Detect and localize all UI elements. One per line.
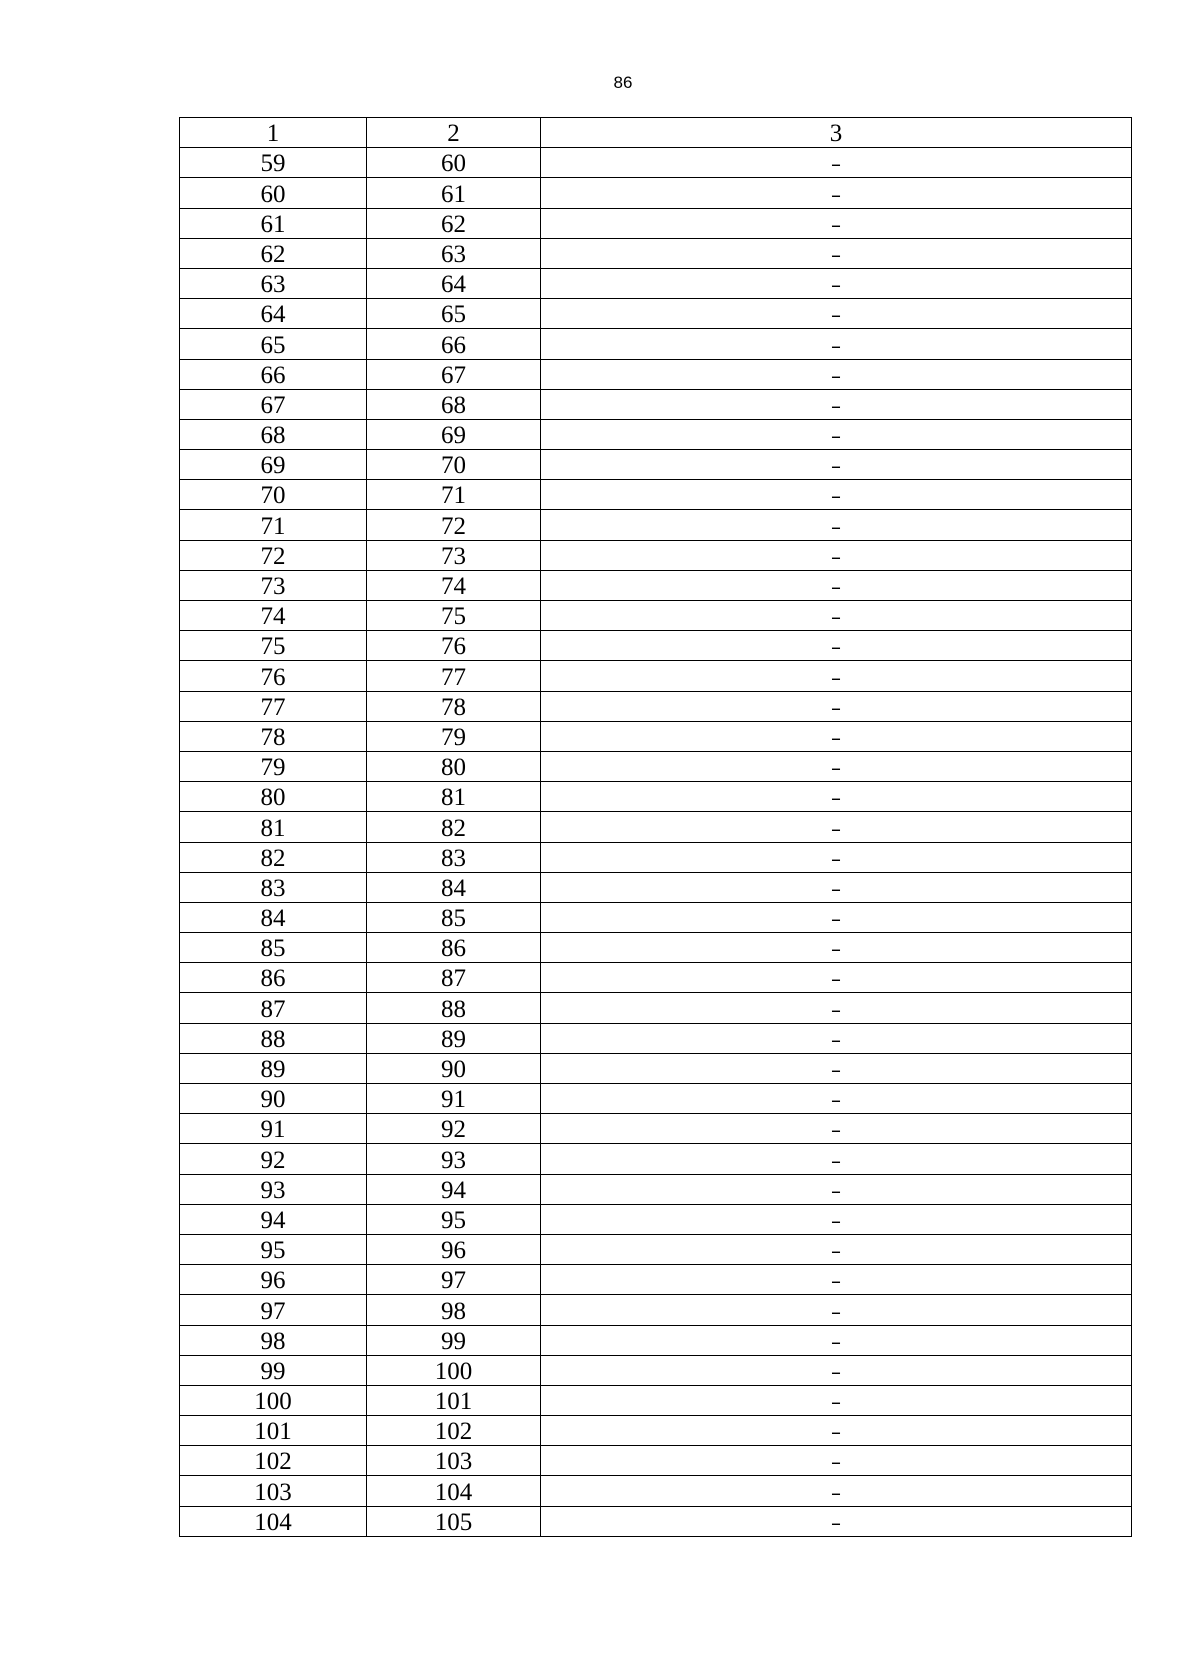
table-row	[180, 450, 1132, 480]
table-cell-col1: 96	[180, 1265, 367, 1295]
table-row	[180, 389, 1132, 419]
table-cell-col2: 74	[367, 570, 541, 600]
table-cell-col2: 64	[367, 268, 541, 298]
table-cell-col3: –	[541, 299, 1132, 329]
table-cell-col1: 68	[180, 419, 367, 449]
table-cell-col3: –	[541, 842, 1132, 872]
table-cell-col2: 85	[367, 902, 541, 932]
table-row	[180, 1325, 1132, 1355]
table-cell-col2: 92	[367, 1114, 541, 1144]
table-cell-col1: 73	[180, 570, 367, 600]
table-cell-col2: 91	[367, 1084, 541, 1114]
table-cell-col3: –	[541, 963, 1132, 993]
table-body	[180, 148, 1132, 1537]
header-cell-1: 1	[180, 118, 367, 148]
table-cell-col2: 61	[367, 178, 541, 208]
table-cell-col3: –	[541, 1053, 1132, 1083]
table-cell-col1: 90	[180, 1084, 367, 1114]
table-cell-col3: –	[541, 329, 1132, 359]
table-cell-col2: 89	[367, 1023, 541, 1053]
table-cell-col1: 92	[180, 1144, 367, 1174]
table-cell-col3: –	[541, 782, 1132, 812]
table-cell-col2: 95	[367, 1204, 541, 1234]
table-cell-col1: 74	[180, 601, 367, 631]
table-row	[180, 782, 1132, 812]
table-cell-col2: 94	[367, 1174, 541, 1204]
table-cell-col1: 66	[180, 359, 367, 389]
table-cell-col2: 104	[367, 1476, 541, 1506]
table-cell-col1: 98	[180, 1325, 367, 1355]
table-row	[180, 751, 1132, 781]
table-row	[180, 480, 1132, 510]
table-row	[180, 1506, 1132, 1536]
table-cell-col2: 81	[367, 782, 541, 812]
table-cell-col3: –	[541, 178, 1132, 208]
table-cell-col1: 80	[180, 782, 367, 812]
table-cell-col1: 70	[180, 480, 367, 510]
page-number	[45, 73, 1200, 93]
table-cell-col2: 101	[367, 1385, 541, 1415]
table-cell-col3: –	[541, 661, 1132, 691]
table-row	[180, 359, 1132, 389]
table-cell-col1: 64	[180, 299, 367, 329]
table-cell-col3: –	[541, 1174, 1132, 1204]
table-cell-col2: 76	[367, 631, 541, 661]
table-row	[180, 1234, 1132, 1264]
table-row	[180, 1174, 1132, 1204]
table-cell-col1: 59	[180, 148, 367, 178]
header-cell-2: 2	[367, 118, 541, 148]
table-row	[180, 691, 1132, 721]
table-cell-col1: 91	[180, 1114, 367, 1144]
table-row	[180, 963, 1132, 993]
table-cell-col2: 79	[367, 721, 541, 751]
table-cell-col2: 96	[367, 1234, 541, 1264]
table-cell-col3: –	[541, 208, 1132, 238]
table-row	[180, 419, 1132, 449]
table-row	[180, 812, 1132, 842]
table-cell-col1: 67	[180, 389, 367, 419]
table-cell-col2: 90	[367, 1053, 541, 1083]
table-cell-col2: 66	[367, 329, 541, 359]
table-cell-col2: 100	[367, 1355, 541, 1385]
table-row	[180, 1265, 1132, 1295]
table-cell-col2: 87	[367, 963, 541, 993]
table-cell-col1: 102	[180, 1446, 367, 1476]
data-table	[179, 117, 1132, 1537]
table-cell-col1: 63	[180, 268, 367, 298]
data-table-container	[179, 117, 1131, 1537]
table-cell-col3: –	[541, 570, 1132, 600]
table-cell-col3: –	[541, 1416, 1132, 1446]
table-cell-col3: –	[541, 1325, 1132, 1355]
table-row	[180, 872, 1132, 902]
table-cell-col3: –	[541, 1385, 1132, 1415]
table-cell-col2: 67	[367, 359, 541, 389]
table-cell-col3: –	[541, 812, 1132, 842]
table-cell-col2: 83	[367, 842, 541, 872]
page-number-text: 86	[613, 73, 633, 92]
table-cell-col2: 88	[367, 993, 541, 1023]
table-row	[180, 842, 1132, 872]
table-cell-col3: –	[541, 1446, 1132, 1476]
table-cell-col1: 69	[180, 450, 367, 480]
table-cell-col1: 79	[180, 751, 367, 781]
table-cell-col1: 95	[180, 1234, 367, 1264]
table-cell-col3: –	[541, 1084, 1132, 1114]
table-cell-col1: 65	[180, 329, 367, 359]
table-cell-col3: –	[541, 1265, 1132, 1295]
table-row	[180, 631, 1132, 661]
table-cell-col1: 81	[180, 812, 367, 842]
table-cell-col2: 63	[367, 238, 541, 268]
table-cell-col2: 82	[367, 812, 541, 842]
table-cell-col3: –	[541, 1295, 1132, 1325]
table-cell-col3: –	[541, 1204, 1132, 1234]
table-row	[180, 570, 1132, 600]
table-row	[180, 933, 1132, 963]
table-cell-col2: 70	[367, 450, 541, 480]
table-cell-col3: –	[541, 1355, 1132, 1385]
table-row	[180, 238, 1132, 268]
table-cell-col3: –	[541, 902, 1132, 932]
table-cell-col3: –	[541, 933, 1132, 963]
table-header-row	[180, 118, 1132, 148]
table-cell-col3: –	[541, 510, 1132, 540]
table-row	[180, 902, 1132, 932]
table-cell-col3: –	[541, 238, 1132, 268]
table-row	[180, 721, 1132, 751]
table-cell-col2: 105	[367, 1506, 541, 1536]
table-row	[180, 1084, 1132, 1114]
table-cell-col1: 76	[180, 661, 367, 691]
table-cell-col2: 75	[367, 601, 541, 631]
table-cell-col2: 86	[367, 933, 541, 963]
table-cell-col1: 62	[180, 238, 367, 268]
table-cell-col2: 69	[367, 419, 541, 449]
table-row	[180, 661, 1132, 691]
table-cell-col3: –	[541, 1114, 1132, 1144]
table-cell-col1: 87	[180, 993, 367, 1023]
table-cell-col3: –	[541, 1234, 1132, 1264]
table-cell-col2: 77	[367, 661, 541, 691]
table-cell-col1: 75	[180, 631, 367, 661]
table-row	[180, 540, 1132, 570]
table-cell-col3: –	[541, 1506, 1132, 1536]
table-cell-col3: –	[541, 993, 1132, 1023]
table-cell-col3: –	[541, 601, 1132, 631]
table-cell-col2: 80	[367, 751, 541, 781]
header-cell-3: 3	[541, 118, 1132, 148]
table-cell-col1: 72	[180, 540, 367, 570]
table-cell-col1: 71	[180, 510, 367, 540]
table-cell-col1: 60	[180, 178, 367, 208]
table-cell-col2: 103	[367, 1446, 541, 1476]
table-cell-col1: 101	[180, 1416, 367, 1446]
table-row	[180, 601, 1132, 631]
table-row	[180, 329, 1132, 359]
table-cell-col1: 85	[180, 933, 367, 963]
table-cell-col2: 93	[367, 1144, 541, 1174]
table-cell-col1: 83	[180, 872, 367, 902]
table-row	[180, 1476, 1132, 1506]
table-row	[180, 1385, 1132, 1415]
table-cell-col2: 68	[367, 389, 541, 419]
table-cell-col2: 62	[367, 208, 541, 238]
table-row	[180, 268, 1132, 298]
table-row	[180, 148, 1132, 178]
table-cell-col3: –	[541, 268, 1132, 298]
table-cell-col3: –	[541, 1023, 1132, 1053]
table-row	[180, 1446, 1132, 1476]
table-cell-col1: 61	[180, 208, 367, 238]
table-row	[180, 1204, 1132, 1234]
table-cell-col2: 73	[367, 540, 541, 570]
table-row	[180, 510, 1132, 540]
table-cell-col1: 104	[180, 1506, 367, 1536]
table-cell-col1: 89	[180, 1053, 367, 1083]
table-cell-col2: 102	[367, 1416, 541, 1446]
table-row	[180, 1144, 1132, 1174]
table-cell-col2: 65	[367, 299, 541, 329]
table-cell-col1: 78	[180, 721, 367, 751]
table-cell-col2: 60	[367, 148, 541, 178]
table-cell-col3: –	[541, 480, 1132, 510]
table-cell-col1: 93	[180, 1174, 367, 1204]
table-cell-col3: –	[541, 1476, 1132, 1506]
table-cell-col1: 94	[180, 1204, 367, 1234]
table-cell-col3: –	[541, 148, 1132, 178]
table-cell-col2: 97	[367, 1265, 541, 1295]
table-cell-col1: 99	[180, 1355, 367, 1385]
table-row	[180, 208, 1132, 238]
table-cell-col3: –	[541, 721, 1132, 751]
table-cell-col2: 98	[367, 1295, 541, 1325]
table-cell-col1: 84	[180, 902, 367, 932]
table-cell-col2: 84	[367, 872, 541, 902]
table-cell-col1: 86	[180, 963, 367, 993]
table-cell-col3: –	[541, 872, 1132, 902]
table-row	[180, 1295, 1132, 1325]
table-cell-col3: –	[541, 631, 1132, 661]
table-row	[180, 178, 1132, 208]
table-row	[180, 1355, 1132, 1385]
table-cell-col1: 82	[180, 842, 367, 872]
table-row	[180, 1053, 1132, 1083]
table-row	[180, 299, 1132, 329]
table-cell-col2: 78	[367, 691, 541, 721]
table-cell-col2: 99	[367, 1325, 541, 1355]
table-cell-col1: 97	[180, 1295, 367, 1325]
table-cell-col3: –	[541, 419, 1132, 449]
table-cell-col3: –	[541, 450, 1132, 480]
table-cell-col3: –	[541, 359, 1132, 389]
table-cell-col3: –	[541, 540, 1132, 570]
table-row	[180, 993, 1132, 1023]
table-row	[180, 1416, 1132, 1446]
table-cell-col1: 103	[180, 1476, 367, 1506]
table-cell-col1: 88	[180, 1023, 367, 1053]
table-cell-col2: 72	[367, 510, 541, 540]
table-cell-col3: –	[541, 691, 1132, 721]
table-cell-col3: –	[541, 751, 1132, 781]
table-cell-col3: –	[541, 1144, 1132, 1174]
table-cell-col2: 71	[367, 480, 541, 510]
table-cell-col1: 100	[180, 1385, 367, 1415]
table-row	[180, 1114, 1132, 1144]
table-row	[180, 1023, 1132, 1053]
table-cell-col3: –	[541, 389, 1132, 419]
table-cell-col1: 77	[180, 691, 367, 721]
